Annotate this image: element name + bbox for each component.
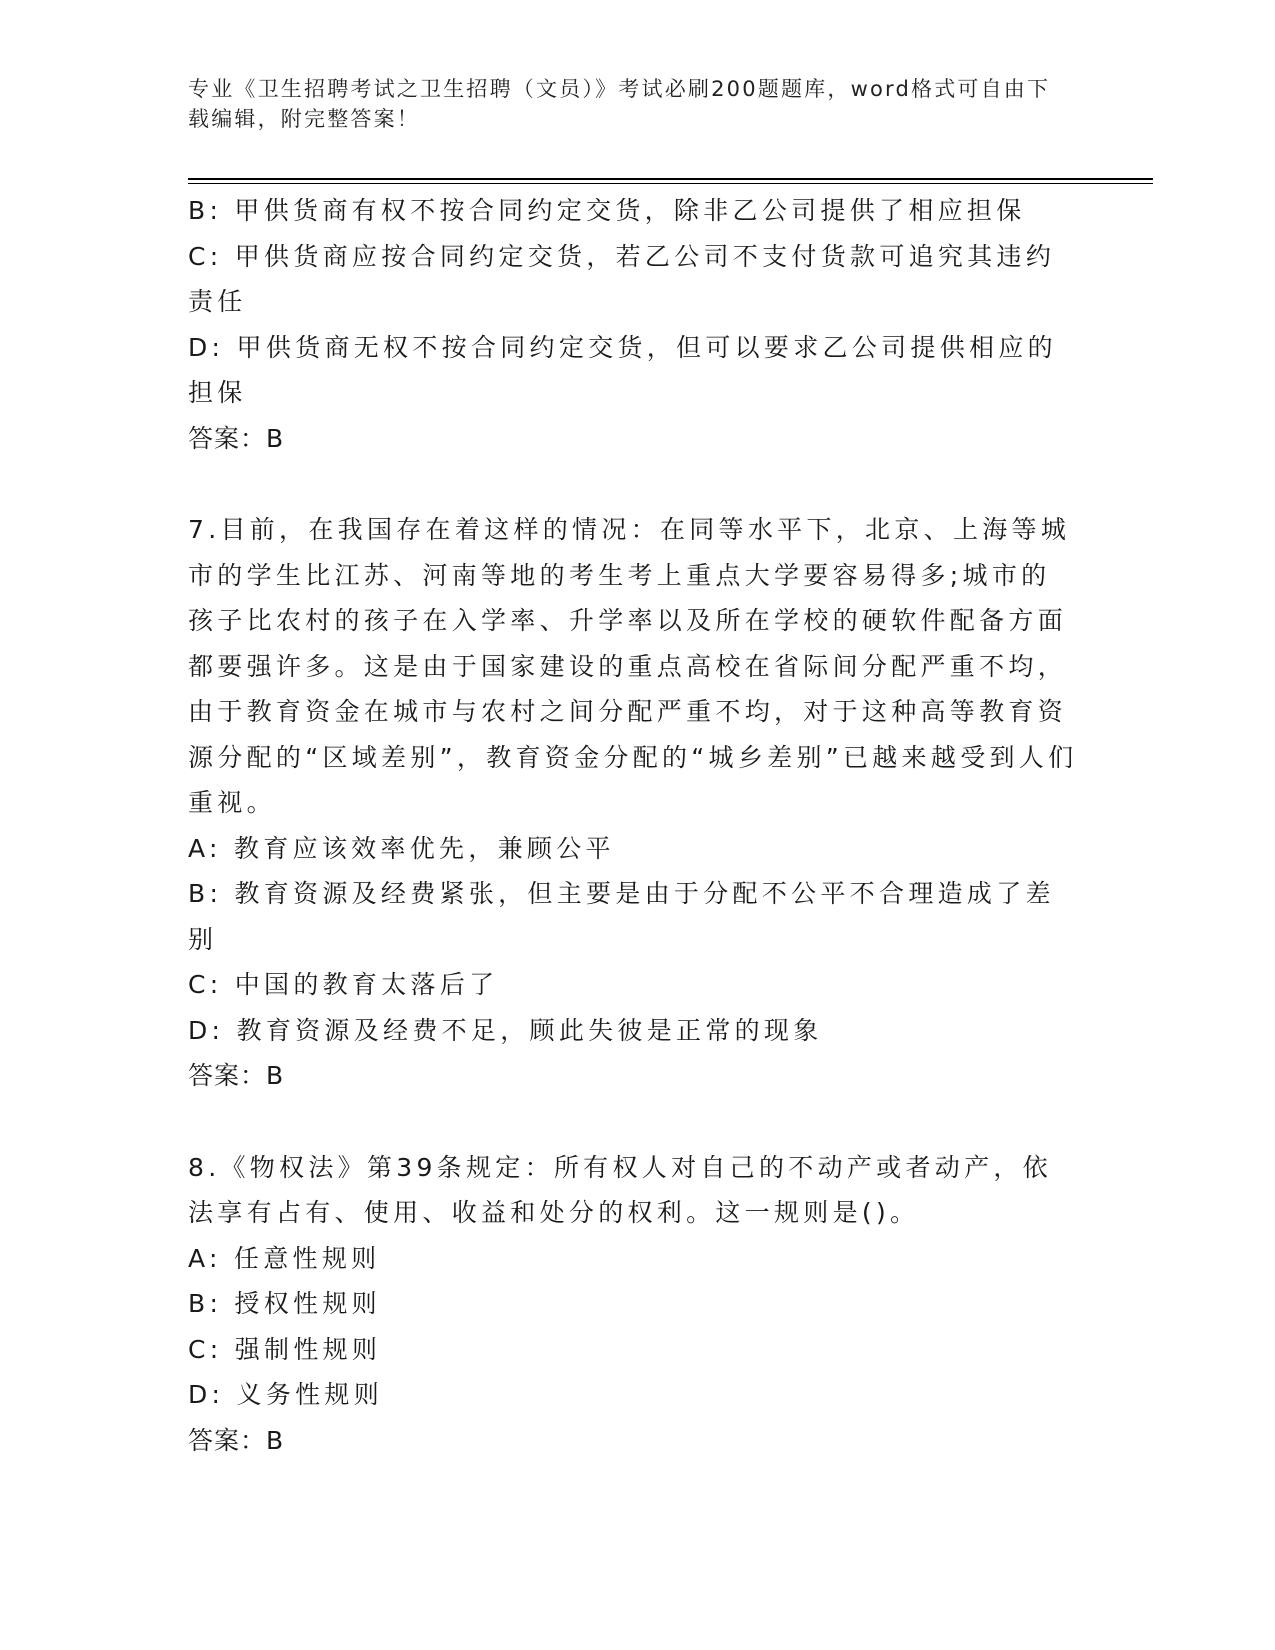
q8-option-d: D: 义务性规则: [188, 1380, 384, 1409]
spacer: [188, 1099, 1078, 1145]
header-divider-thin: [188, 183, 1153, 184]
q7-option-b: B: 教育资源及经费紧张，但主要是由于分配不公平不合理造成了差别: [188, 879, 1055, 954]
q6-option-d: D: 甲供货商无权不按合同约定交货，但可以要求乙公司提供相应的担保: [188, 332, 1057, 407]
q6-option-c: C: 甲供货商应按合同约定交货，若乙公司不支付货款可追究其违约责任: [188, 241, 1056, 316]
q7-option-d: D: 教育资源及经费不足，顾此失彼是正常的现象: [188, 1015, 823, 1045]
q6-answer: 答案：B: [188, 423, 285, 453]
q8-stem: 8.《物权法》第39条规定：所有权人对自己的不动产或者动产，依法享有占有、使用、收益和处分的权利。这一规则是()。: [188, 1152, 1052, 1227]
q8-answer: 答案：B: [188, 1425, 285, 1455]
document-body: [188, 188, 1078, 1463]
question-7: [188, 507, 1078, 1099]
header-divider-thick: [188, 178, 1153, 180]
q7-option-a: A: 教育应该效率优先，兼顾公平: [188, 833, 615, 863]
q6-option-b: B: 甲供货商有权不按合同约定交货，除非乙公司提供了相应担保: [188, 196, 1026, 225]
q8-option-b: B: 授权性规则: [188, 1289, 381, 1318]
question-8: [188, 1145, 1078, 1464]
q7-stem: 7.目前，在我国存在着这样的情况：在同等水平下，北京、上海等城市的学生比江苏、河南等地的考生考上重点大学要容易得多;城市的孩子比农村的孩子在入学率、升学率以及所在学校的硬软件配备方面都要强许多。这是由于国家建设的重点高校在省际间分配严重不均，由于教育资金在城市与农村之间分配严重不均，对于这种高等教育资源分配的“区域差别”，教育资金分配的“城乡差别”已越来越受到人们重视。: [188, 515, 1078, 817]
q7-option-c: C: 中国的教育太落后了: [188, 970, 499, 999]
spacer: [188, 461, 1078, 507]
q8-option-c: C: 强制性规则: [188, 1334, 382, 1364]
q7-answer: 答案：B: [188, 1061, 285, 1090]
q8-option-a: A: 任意性规则: [188, 1243, 381, 1273]
document-header: 专业《卫生招聘考试之卫生招聘（文员）》考试必刷200题题库，word格式可自由下载编辑，附完整答案！: [188, 77, 1051, 131]
question-6-continued: [188, 188, 1078, 461]
